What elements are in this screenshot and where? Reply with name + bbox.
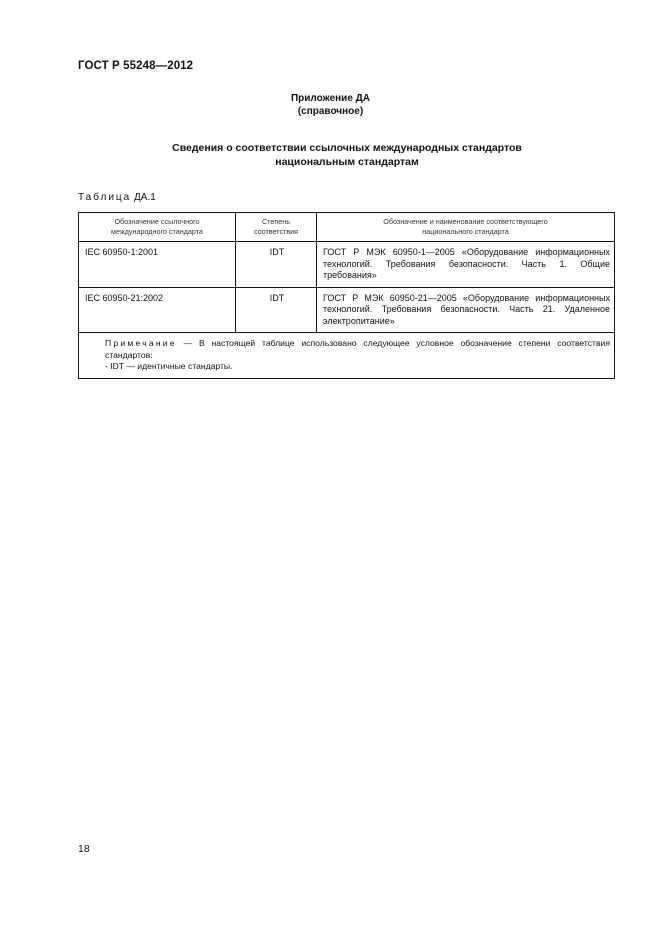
section-heading-line-2: национальным стандартам [275, 156, 419, 168]
cell-degree: IDT [236, 242, 317, 288]
header-international-standard [79, 213, 236, 242]
header-col2-line1: Степень [261, 217, 290, 226]
header-col2-line2: соответствия [253, 227, 299, 236]
table-caption-word: Таблица [78, 192, 132, 203]
header-col3-line1: Обозначение и наименование соответствующего [383, 217, 548, 226]
table-header-row [79, 213, 615, 242]
header-col1-line2: международного стандарта [111, 227, 203, 236]
standards-table [78, 212, 615, 379]
cell-national-standard: ГОСТ Р МЭК 60950-21—2005 «Оборудование информационных технологий. Требования безопасности. Часть 21. Удаленное электропитание» [317, 287, 615, 333]
note-label: Примечание [105, 338, 177, 348]
appendix-subtitle: (справочное) [297, 106, 364, 117]
cell-degree: IDT [236, 287, 317, 333]
table-caption-id: ДА.1 [134, 192, 156, 203]
table-note-row [79, 333, 615, 379]
appendix-title: Приложение ДА [290, 93, 371, 104]
header-degree [236, 213, 317, 242]
note-paragraph [85, 338, 610, 361]
cell-international-code: IEC 60950-1:2001 [79, 242, 236, 288]
note-item: - IDT — идентичные стандарты. [105, 361, 233, 371]
cell-international-code: IEC 60950-21:2002 [79, 287, 236, 333]
table-row [79, 287, 615, 333]
cell-national-standard: ГОСТ Р МЭК 60950-1—2005 «Оборудование информационных технологий. Требования безопасности. Часть 1. Общие требования» [317, 242, 615, 288]
appendix-block [0, 92, 661, 118]
table-note [79, 333, 615, 379]
header-col1-line1: Обозначение ссылочного [114, 217, 200, 226]
page-number: 18 [78, 843, 90, 855]
table-caption [78, 192, 156, 203]
table-row [79, 242, 615, 288]
section-heading-line-1: Сведения о соответствии ссылочных международных стандартов [172, 142, 522, 154]
note-text: — В настоящей таблице использовано следующее условное обозначение степени соответствия стандартов: [105, 338, 610, 360]
document-code: ГОСТ Р 55248—2012 [78, 60, 194, 72]
section-heading [0, 141, 661, 169]
header-national-standard [317, 213, 615, 242]
header-col3-line2: национального стандарта [422, 227, 509, 236]
